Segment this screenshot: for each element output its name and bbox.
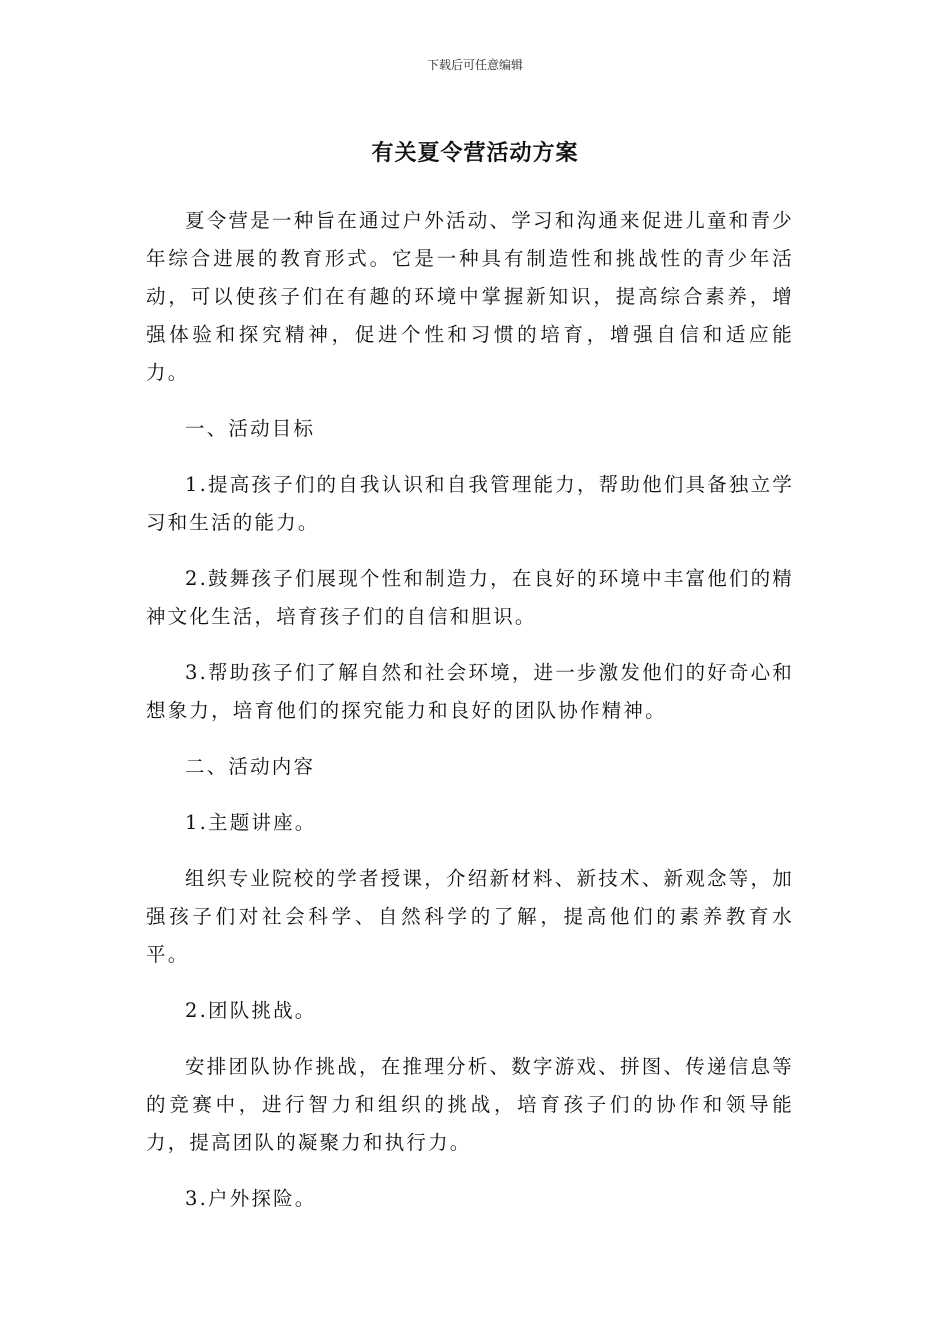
document-body xyxy=(146,202,794,1236)
section-heading-goals: 一、活动目标 xyxy=(185,417,316,440)
goal-item-2: 2.鼓舞孩子们展现个性和制造力，在良好的环境中丰富他们的精神文化生活，培育孩子们的自信和胆识。 xyxy=(146,567,794,628)
content-item-2-text: 安排团队协作挑战，在推理分析、数字游戏、拼图、传递信息等的竞赛中，进行智力和组织的挑战，培育孩子们的协作和领导能力，提高团队的凝聚力和执行力。 xyxy=(146,1055,794,1154)
content-item-2-heading: 2.团队挑战。 xyxy=(185,999,317,1022)
document-title: 有关夏令营活动方案 xyxy=(371,141,579,166)
content-item-1-text: 组织专业院校的学者授课，介绍新材料、新技术、新观念等，加强孩子们对社会科学、自然科学的了解，提高他们的素养教育水平。 xyxy=(146,867,794,966)
intro-paragraph: 夏令营是一种旨在通过户外活动、学习和沟通来促进儿童和青少年综合进展的教育形式。它是一种具有制造性和挑战性的青少年活动，可以使孩子们在有趣的环境中掌握新知识，提高综合素养，增强体验和探究精神，促进个性和习惯的培育，增强自信和适应能力。 xyxy=(146,209,794,384)
goal-item-1: 1.提高孩子们的自我认识和自我管理能力，帮助他们具备独立学习和生活的能力。 xyxy=(146,473,794,534)
content-item-3-heading: 3.户外探险。 xyxy=(185,1187,317,1210)
section-heading-content: 二、活动内容 xyxy=(185,755,316,778)
header-note: 下载后可任意编辑 xyxy=(426,58,523,72)
content-item-1-heading: 1.主题讲座。 xyxy=(185,811,317,834)
goal-item-3: 3.帮助孩子们了解自然和社会环境，进一步激发他们的好奇心和想象力，培育他们的探究能力和良好的团队协作精神。 xyxy=(146,661,794,722)
